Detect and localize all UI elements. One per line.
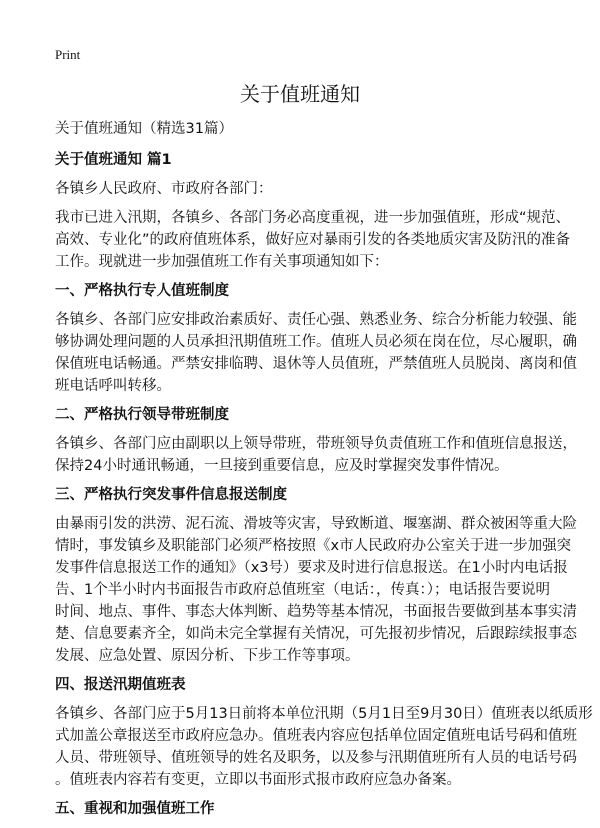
paragraph-line: 够协调处理问题的人员承担汛期值班工作。值班人员必须在岗在位，尽心履职，确 (55, 334, 577, 350)
paragraph-line: 各镇乡、各部门应于5月13日前将本单位汛期（5月1日至9月30日）值班表以纸质形 (55, 706, 593, 722)
section-heading: 二、严格执行领导带班制度 (55, 407, 229, 423)
document-title: 关于值班通知 (240, 82, 360, 106)
paragraph-line: 保值班电话畅通。严禁安排临聘、退休等人员值班，严禁值班人员脱岗、离岗和值 (55, 356, 577, 372)
paragraph-line: 由暴雨引发的洪涝、泥石流、滑坡等灾害，导致断道、堰塞湖、群众被困等重大险 (55, 516, 577, 532)
paragraph-line: 我市已进入汛期，各镇乡、各部门务必高度重视，进一步加强值班，形成“规范、 (55, 210, 571, 226)
paragraph-line: 时间、地点、事件、事态大体判断、趋势等基本情况，书面报告要做到基本事实清 (55, 604, 577, 620)
section-heading: 三、严格执行突发事件信息报送制度 (55, 487, 287, 503)
section-heading: 五、重视和加强值班工作 (55, 801, 215, 817)
paragraph-line: 发事件信息报送工作的通知》（x3号）要求及时进行信息报送。在1小时内电话报 (55, 560, 568, 576)
section-paragraph (55, 513, 577, 667)
section-paragraph (55, 703, 593, 791)
document-subtitle: 关于值班通知（精选31篇） (55, 121, 233, 137)
sections (55, 280, 593, 820)
section-heading: 四、报送汛期值班表 (55, 677, 186, 693)
section-heading: 一、严格执行专人值班制度 (55, 283, 229, 299)
paragraph-line: 高效、专业化”的政府值班体系，做好应对暴雨引发的各类地质灾害及防汛的准备 (55, 232, 571, 248)
paragraph-line: 人员、带班领导、值班领导的姓名及职务，以及参与汛期值班所有人员的电话号码 (55, 750, 577, 766)
paragraph-line: 式加盖公章报送至市政府应急办。值班表内容应包括单位固定值班电话号码和值班 (55, 728, 577, 744)
paragraph-line: 工作。现就进一步加强值班工作有关事项通知如下： (55, 254, 389, 270)
paragraph-line: 保持24小时通讯畅通，一旦接到重要信息，应及时掌握突发事件情况。 (55, 458, 509, 474)
paragraph-line: 发展、应急处置、原因分析、下步工作等事项。 (55, 648, 360, 664)
paragraph-line: 告、1个半小时内书面报告市政府总值班室（电话：，传真：）；电话报告要说明 (55, 582, 550, 598)
print-link[interactable]: Print (55, 47, 81, 62)
article-heading: 关于值班通知 篇1 (55, 152, 172, 168)
paragraph-line: 班电话呼叫转移。 (55, 378, 171, 394)
paragraph-line: 情时，事发镇乡及职能部门必须严格按照《x市人民政府办公室关于进一步加强突 (55, 538, 572, 554)
section-paragraph (55, 309, 577, 397)
paragraph-line: 。值班表内容若有变更，立即以书面形式报市政府应急办备案。 (55, 772, 461, 788)
section-paragraph (55, 433, 577, 477)
salutation: 各镇乡人民政府、市政府各部门： (55, 181, 273, 197)
intro-paragraph (55, 207, 571, 273)
paragraph-line: 各镇乡、各部门应安排政治素质好、责任心强、熟悉业务、综合分析能力较强、能 (55, 312, 577, 328)
paragraph-line: 楚、信息要素齐全，如尚未完全掌握有关情况，可先报初步情况，后跟踪续报事态 (55, 626, 577, 642)
paragraph-line: 各镇乡、各部门应由副职以上领导带班，带班领导负责值班工作和值班信息报送， (55, 436, 577, 452)
